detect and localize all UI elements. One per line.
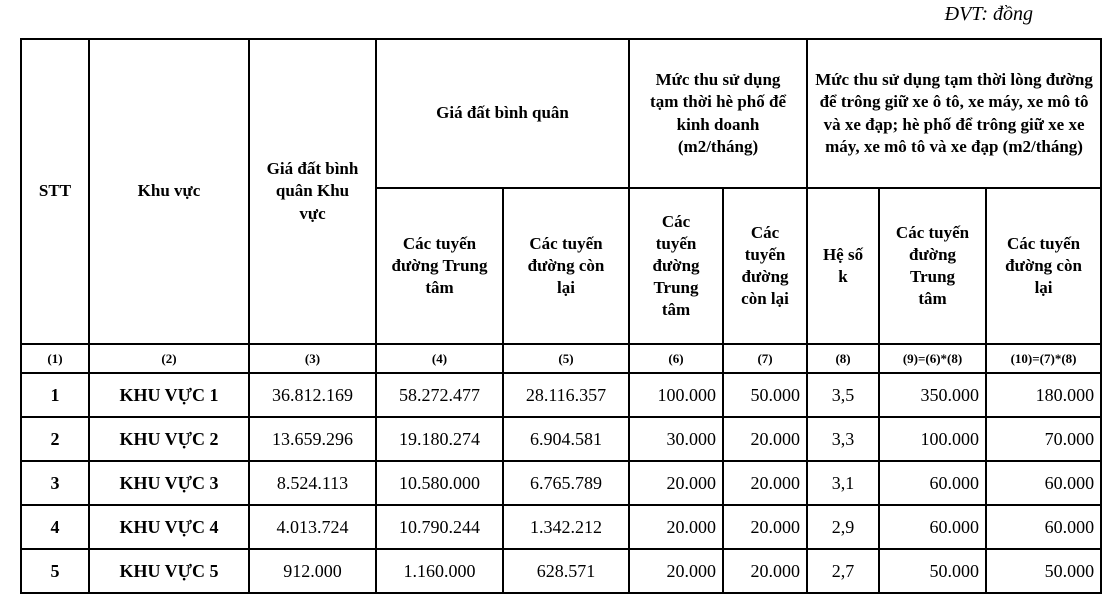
header-row-groups — [21, 39, 1101, 188]
long-duong-con-lai-value: 60.000 — [986, 461, 1101, 505]
gia-dat-trung-tam-value: 10.790.244 — [376, 505, 503, 549]
column-number: (1) — [21, 344, 89, 373]
gia-dat-con-lai-value: 628.571 — [503, 549, 629, 593]
table-row-khu-vuc-4 — [21, 505, 1101, 549]
col-header-khu-vuc: Khu vực — [89, 39, 249, 344]
khu-vuc-name: KHU VỰC 1 — [89, 373, 249, 417]
gia-dat-con-lai-value: 28.116.357 — [503, 373, 629, 417]
long-duong-trung-tam-value: 100.000 — [879, 417, 986, 461]
he-so-k-value: 3,3 — [807, 417, 879, 461]
fee-table — [20, 38, 1102, 594]
col-header-gia-dat-bq-khu-vuc: Giá đất bình quân Khu vực — [249, 39, 376, 344]
subheader-tuyen-con-lai-he-pho: Các tuyến đường còn lại — [723, 188, 807, 344]
subheader-tuyen-trung-tam-he-pho: Các tuyến đường Trung tâm — [629, 188, 723, 344]
he-pho-trung-tam-value: 20.000 — [629, 505, 723, 549]
stt-value: 3 — [21, 461, 89, 505]
table-row-khu-vuc-2 — [21, 417, 1101, 461]
gia-dat-trung-tam-value: 58.272.477 — [376, 373, 503, 417]
gia-dat-con-lai-value: 6.765.789 — [503, 461, 629, 505]
column-number: (3) — [249, 344, 376, 373]
stt-value: 1 — [21, 373, 89, 417]
column-number: (4) — [376, 344, 503, 373]
he-pho-trung-tam-value: 30.000 — [629, 417, 723, 461]
column-number: (2) — [89, 344, 249, 373]
column-number: (8) — [807, 344, 879, 373]
table-row-khu-vuc-1 — [21, 373, 1101, 417]
he-pho-trung-tam-value: 100.000 — [629, 373, 723, 417]
column-number: (5) — [503, 344, 629, 373]
khu-vuc-name: KHU VỰC 4 — [89, 505, 249, 549]
he-so-k-value: 2,7 — [807, 549, 879, 593]
stt-value: 4 — [21, 505, 89, 549]
long-duong-trung-tam-value: 350.000 — [879, 373, 986, 417]
he-pho-con-lai-value: 20.000 — [723, 549, 807, 593]
subheader-tuyen-con-lai-long-duong: Các tuyến đường còn lại — [986, 188, 1101, 344]
gia-dat-bq-khu-vuc-value: 13.659.296 — [249, 417, 376, 461]
gia-dat-bq-khu-vuc-value: 36.812.169 — [249, 373, 376, 417]
unit-note: ĐVT: đồng — [944, 3, 1033, 25]
subheader-he-so-k: Hệ số k — [807, 188, 879, 344]
gia-dat-bq-khu-vuc-value: 912.000 — [249, 549, 376, 593]
gia-dat-bq-khu-vuc-value: 4.013.724 — [249, 505, 376, 549]
long-duong-trung-tam-value: 50.000 — [879, 549, 986, 593]
gia-dat-con-lai-value: 6.904.581 — [503, 417, 629, 461]
group-header-muc-thu-long-duong: Mức thu sử dụng tạm thời lòng đường để trông giữ xe ô tô, xe máy, xe mô tô và xe đạp; hè phố để trông giữ xe xe máy, xe mô tô và xe đạp (m2/tháng) — [807, 39, 1101, 188]
long-duong-con-lai-value: 60.000 — [986, 505, 1101, 549]
group-header-gia-dat-binh-quan: Giá đất bình quân — [376, 39, 629, 188]
he-pho-con-lai-value: 20.000 — [723, 417, 807, 461]
he-pho-con-lai-value: 20.000 — [723, 505, 807, 549]
gia-dat-trung-tam-value: 19.180.274 — [376, 417, 503, 461]
gia-dat-bq-khu-vuc-value: 8.524.113 — [249, 461, 376, 505]
gia-dat-trung-tam-value: 1.160.000 — [376, 549, 503, 593]
subheader-tuyen-trung-tam-long-duong: Các tuyến đường Trung tâm — [879, 188, 986, 344]
table-row-khu-vuc-3 — [21, 461, 1101, 505]
column-number: (7) — [723, 344, 807, 373]
subheader-tuyen-trung-tam-gia-dat: Các tuyến đường Trung tâm — [376, 188, 503, 344]
column-number: (6) — [629, 344, 723, 373]
column-number: (9)=(6)*(8) — [879, 344, 986, 373]
stt-value: 2 — [21, 417, 89, 461]
he-pho-trung-tam-value: 20.000 — [629, 549, 723, 593]
gia-dat-con-lai-value: 1.342.212 — [503, 505, 629, 549]
group-header-muc-thu-he-pho: Mức thu sử dụng tạm thời hè phố để kinh doanh (m2/tháng) — [629, 39, 807, 188]
long-duong-trung-tam-value: 60.000 — [879, 461, 986, 505]
he-pho-con-lai-value: 50.000 — [723, 373, 807, 417]
long-duong-con-lai-value: 180.000 — [986, 373, 1101, 417]
long-duong-con-lai-value: 70.000 — [986, 417, 1101, 461]
column-number-row — [21, 344, 1101, 373]
long-duong-trung-tam-value: 60.000 — [879, 505, 986, 549]
col-header-stt: STT — [21, 39, 89, 344]
khu-vuc-name: KHU VỰC 5 — [89, 549, 249, 593]
khu-vuc-name: KHU VỰC 3 — [89, 461, 249, 505]
he-so-k-value: 2,9 — [807, 505, 879, 549]
khu-vuc-name: KHU VỰC 2 — [89, 417, 249, 461]
subheader-tuyen-con-lai-gia-dat: Các tuyến đường còn lại — [503, 188, 629, 344]
he-pho-trung-tam-value: 20.000 — [629, 461, 723, 505]
gia-dat-trung-tam-value: 10.580.000 — [376, 461, 503, 505]
he-so-k-value: 3,5 — [807, 373, 879, 417]
column-number: (10)=(7)*(8) — [986, 344, 1101, 373]
he-pho-con-lai-value: 20.000 — [723, 461, 807, 505]
he-so-k-value: 3,1 — [807, 461, 879, 505]
stt-value: 5 — [21, 549, 89, 593]
table-row-khu-vuc-5 — [21, 549, 1101, 593]
long-duong-con-lai-value: 50.000 — [986, 549, 1101, 593]
